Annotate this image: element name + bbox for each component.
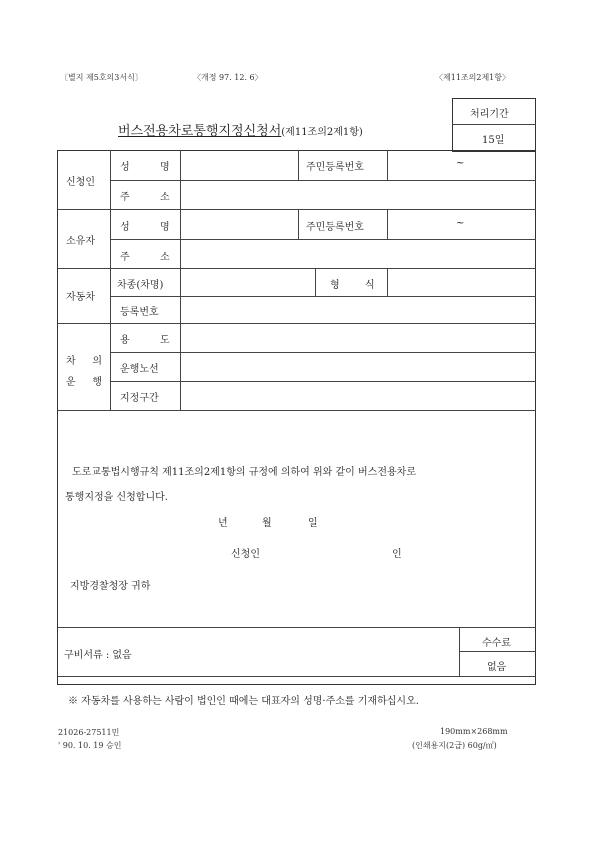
applicant-name-field[interactable] (181, 151, 297, 179)
fee-value: 없음 (487, 662, 507, 673)
vehicle-model-field[interactable] (388, 269, 535, 295)
applicant-reg-no-label: 주민등록번호 (306, 162, 364, 173)
operation-section-label (66, 352, 102, 388)
form-title-sub: (제11조의2제1항) (281, 127, 363, 138)
date-month-label: 월 (262, 518, 272, 529)
note: ※ 자동차를 사용하는 사람이 법인인 때에는 대표자의 성명·주소를 기재하십시오. (68, 696, 419, 707)
owner-reg-no-field[interactable]: ~ (456, 218, 465, 229)
owner-address-field[interactable] (181, 240, 535, 267)
vehicle-model-label-a: 형 (330, 280, 340, 291)
operation-label-2: 의 (92, 356, 102, 367)
form-number: 〔별지 제5호의3서식〕 (60, 73, 143, 82)
designated-section-label: 지정구간 (120, 393, 159, 404)
operation-label-3: 운 (66, 377, 76, 388)
required-documents: 구비서류 : 없음 (64, 650, 132, 661)
form-title (118, 120, 363, 139)
owner-section-label: 소유자 (66, 236, 95, 247)
vehicle-reg-no-field[interactable] (181, 297, 535, 322)
declaration-line-1: 도로교통법시행규칙 제11조의2제1항의 규정에 의하여 위와 같이 버스전용차로 (72, 467, 416, 478)
vehicle-type-field[interactable] (181, 269, 314, 295)
date-day-label: 일 (308, 518, 318, 529)
owner-name-field[interactable] (181, 210, 297, 238)
declaration-line-2: 통행지정을 신청합니다. (65, 492, 168, 503)
operation-label-4: 행 (92, 377, 102, 388)
vehicle-section-label: 자동차 (66, 292, 95, 303)
operation-label-1: 차 (66, 356, 76, 367)
designated-section-field[interactable] (181, 382, 535, 409)
use-label-b: 도 (160, 335, 170, 346)
owner-reg-no-label: 주민등록번호 (306, 222, 364, 233)
form-title-main: 버스전용차로통행지정신청서 (118, 124, 282, 139)
owner-address-label-b: 소 (160, 252, 170, 263)
use-field[interactable] (181, 324, 535, 351)
approval-date: ' 90. 10. 19 승인 (58, 741, 122, 750)
vehicle-type-label: 차종(차명) (117, 280, 164, 291)
applicant-name-label-a: 성 (120, 162, 130, 173)
recipient: 지방경찰청장 귀하 (70, 581, 151, 592)
processing-period-value[interactable]: 15일 (482, 135, 505, 146)
vehicle-model-label-b: 식 (365, 280, 375, 291)
date-year-label: 년 (218, 518, 228, 529)
applicant-address-label-a: 주 (120, 192, 130, 203)
fee-label: 수수료 (482, 638, 511, 649)
applicant-address-label-b: 소 (160, 192, 170, 203)
owner-address-label-a: 주 (120, 252, 130, 263)
article-reference: 〈제11조의2제1항〉 (435, 73, 510, 82)
seal-label: 인 (392, 549, 402, 560)
route-field[interactable] (181, 353, 535, 380)
owner-name-label-a: 성 (120, 222, 130, 233)
paper-size: 190mm×268mm (440, 727, 508, 736)
use-label-a: 용 (120, 335, 130, 346)
form-code: 21026-27511민 (58, 728, 120, 737)
vehicle-reg-no-label: 등록번호 (120, 307, 159, 318)
route-label: 운행노선 (120, 364, 159, 375)
paper-spec: (인쇄용지(2급) 60g/㎡) (412, 741, 497, 750)
applicant-section-label: 신청인 (66, 177, 95, 188)
applicant-reg-no-field[interactable]: ~ (456, 158, 465, 169)
applicant-name-label-b: 명 (160, 162, 170, 173)
owner-name-label-b: 명 (160, 222, 170, 233)
revision-date: 〈개정 97. 12. 6〉 (193, 73, 263, 82)
signer-label: 신청인 (231, 549, 260, 560)
applicant-address-field[interactable] (181, 181, 535, 208)
processing-period-label: 처리기간 (470, 109, 509, 120)
